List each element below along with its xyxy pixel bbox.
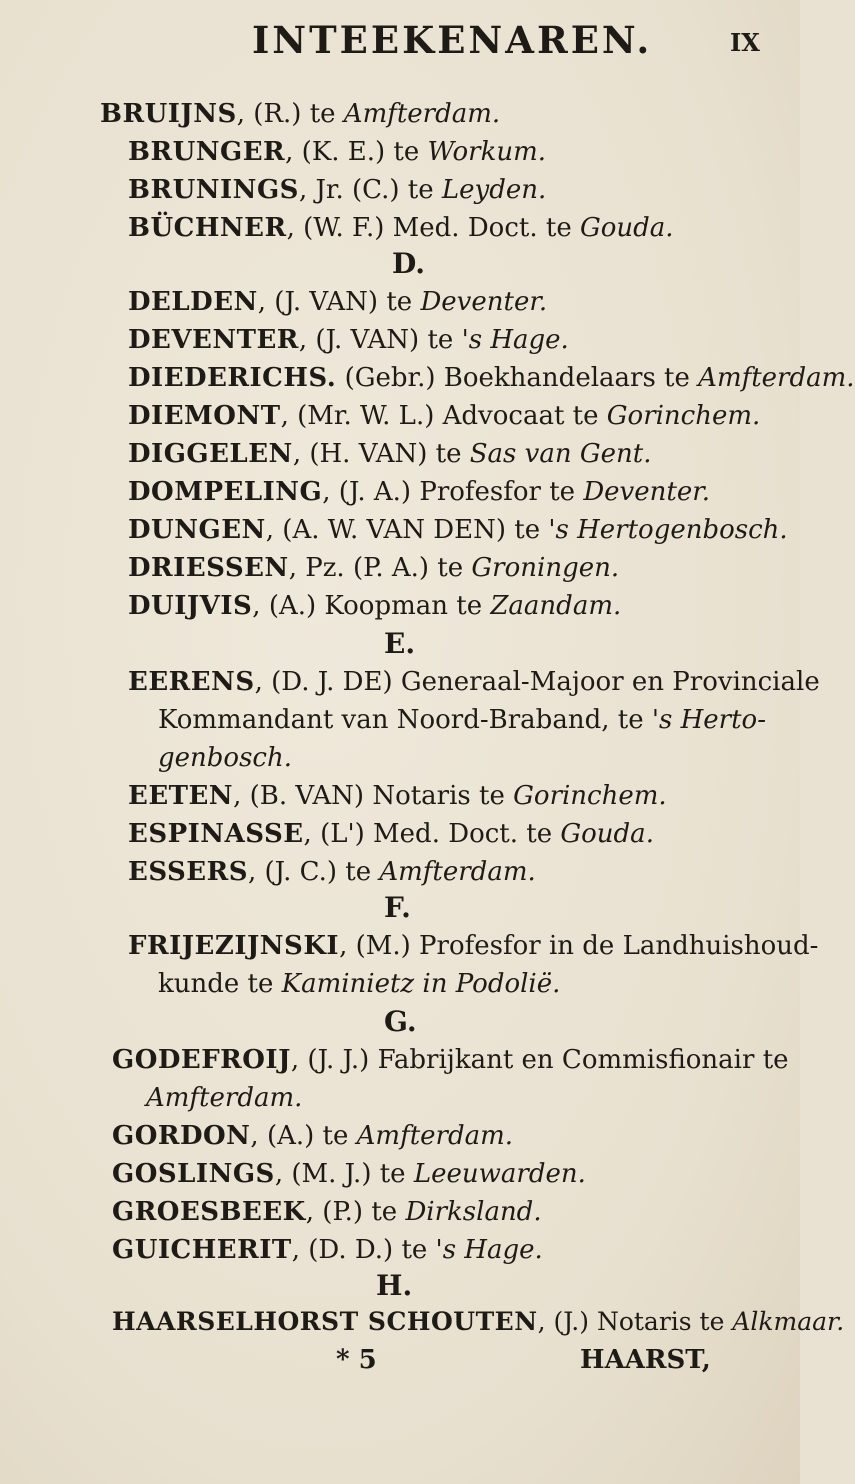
entry-text: , (A.) te [250,1121,357,1151]
entry-name: BRUIJNS [100,99,237,129]
entry-name: BÜCHNER [128,213,287,243]
entry-duijvis [128,590,621,622]
entry-diemont [128,400,760,432]
entry-text: Kommandant van Noord-Braband, te [158,705,652,735]
entry-name: DIEMONT [128,401,281,431]
entry-text: , (J.) Notaris te [537,1307,733,1336]
entry-name: GROESBEEK [112,1197,306,1227]
entry-name: GUICHERIT [112,1235,292,1265]
entry-place: Deventer. [583,477,711,507]
section-letter-e: E. [384,627,416,660]
entry-buchner [128,212,674,244]
entry-godefroij [112,1044,789,1076]
entry-text: , (J. VAN) te [298,325,462,355]
entry-guicherit [112,1234,543,1266]
section-letter-d: D. [392,247,426,280]
entry-text: , (L') Med. Doct. te [303,819,561,849]
entry-name: DUNGEN [128,515,266,545]
entry-frijezijnski [128,930,818,962]
entry-place: Gorinchem. [513,781,667,811]
entry-name: GODEFROIJ [112,1045,291,1075]
section-letter-g: G. [384,1005,417,1038]
entry-place: Zaandam. [490,591,622,621]
entry-text: , (W. F.) Med. Doct. te [286,213,580,243]
entry-place: Leeuwarden. [413,1159,586,1189]
entry-godefroij-continuation [146,1082,302,1114]
entry-eerens [128,666,820,698]
entry-text: , (R.) te [236,99,344,129]
entry-text: , (J. VAN) te [257,287,421,317]
entry-name: GORDON [112,1121,251,1151]
entry-text: , (M.) Profesfor in de Landhuishoud- [339,931,819,961]
entry-text: , (J. A.) Profesfor te [322,477,584,507]
entry-place: Leyden. [441,175,547,205]
entry-text: , (M. J.) te [274,1159,414,1189]
entry-eerens-continuation [158,704,766,736]
entry-deventer [128,324,569,356]
entry-name: ESPINASSE [128,819,304,849]
entry-place: 's Hage. [461,325,569,355]
entry-place: Gouda. [560,819,654,849]
catchword: HAARST, [580,1345,711,1375]
entry-text: , (D. D.) te [291,1235,436,1265]
entry-place: 's Hage. [435,1235,543,1265]
entry-place: Amfterdam. [343,99,501,129]
entry-eerens-continuation-2 [158,742,292,774]
entry-diggelen [128,438,651,470]
entry-groesbeek [112,1196,542,1228]
signature-mark: * 5 [336,1345,377,1375]
entry-name: BRUNGER [128,137,286,167]
entry-espinasse [128,818,654,850]
entry-text: , (J. C.) te [248,857,380,887]
entry-text: , (B. VAN) Notaris te [233,781,514,811]
entry-text: , (J. J.) Fabrijkant en Commisfionair te [290,1045,789,1075]
entry-name: DIGGELEN [128,439,293,469]
running-title: INTEEKENAREN. [252,18,653,62]
entry-place: Workum. [427,137,547,167]
entry-place: Amfterdam. [356,1121,514,1151]
entry-text: , (K. E.) te [285,137,428,167]
entry-name: BRUNINGS [128,175,299,205]
entry-place: 's Hertogenbosch. [548,515,788,545]
entry-bruijns [100,98,500,130]
entry-text: , Jr. (C.) te [298,175,442,205]
entry-diederichs [128,362,855,394]
entry-place: Kaminietz in Podolië. [281,969,561,999]
entry-text: , (H. VAN) te [292,439,470,469]
entry-brunger [128,136,546,168]
entry-name: FRIJEZIJNSKI [128,931,340,961]
entry-place: Amfterdam. [379,857,536,887]
entry-eeten [128,780,667,812]
entry-frijezijnski-continuation [158,968,560,1000]
entry-name: EETEN [128,781,234,811]
entry-place: genbosch. [158,743,292,773]
entry-name: DRIESSEN [128,553,289,583]
entry-place: Amfterdam. [698,363,855,393]
entry-text: (Gebr.) Boekhandelaars te [336,363,699,393]
entry-text: , Pz. (P. A.) te [288,553,472,583]
section-letter-h: H. [376,1269,413,1302]
entry-place: Gorinchem. [606,401,761,431]
entry-dungen [128,514,788,546]
entry-text: kunde te [158,969,282,999]
entry-place: Dirksland. [405,1197,542,1227]
entry-place: Deventer. [420,287,548,317]
entry-name: DEVENTER [128,325,299,355]
entry-gordon [112,1120,513,1152]
entry-text: , (P.) te [305,1197,406,1227]
entry-goslings [112,1158,586,1190]
page-number: IX [730,28,760,57]
entry-brunings [128,174,546,206]
entry-name: DUIJVIS [128,591,253,621]
entry-essers [128,856,536,888]
entry-place: 's Herto- [651,705,766,735]
entry-place: Groningen. [471,553,620,583]
section-letter-f: F. [384,891,411,924]
page-header [0,18,800,68]
entry-name: GOSLINGS [112,1159,275,1189]
entry-driessen [128,552,619,584]
entry-text: , (Mr. W. L.) Advocaat te [280,401,607,431]
entry-name: DOMPELING [128,477,323,507]
entry-name: ESSERS [128,857,248,887]
entry-name: DIEDERICHS. [128,363,337,393]
entry-text: , (A.) Koopman te [252,591,491,621]
entry-haarselhorst-schouten [112,1306,844,1338]
entry-place: Sas van Gent. [469,439,652,469]
entry-text: , (D. J. DE) Generaal-Majoor en Provinciale [254,667,820,697]
entry-text: , (A. W. VAN DEN) te [265,515,549,545]
entry-dompeling [128,476,710,508]
entry-place: Gouda. [579,213,674,243]
entry-name: HAARSELHORST SCHOUTEN [112,1307,538,1336]
entry-place: Alkmaar. [732,1307,845,1336]
entry-place: Amfterdam. [146,1083,303,1113]
entry-name: EERENS [128,667,255,697]
entry-delden [128,286,547,318]
entry-name: DELDEN [128,287,258,317]
